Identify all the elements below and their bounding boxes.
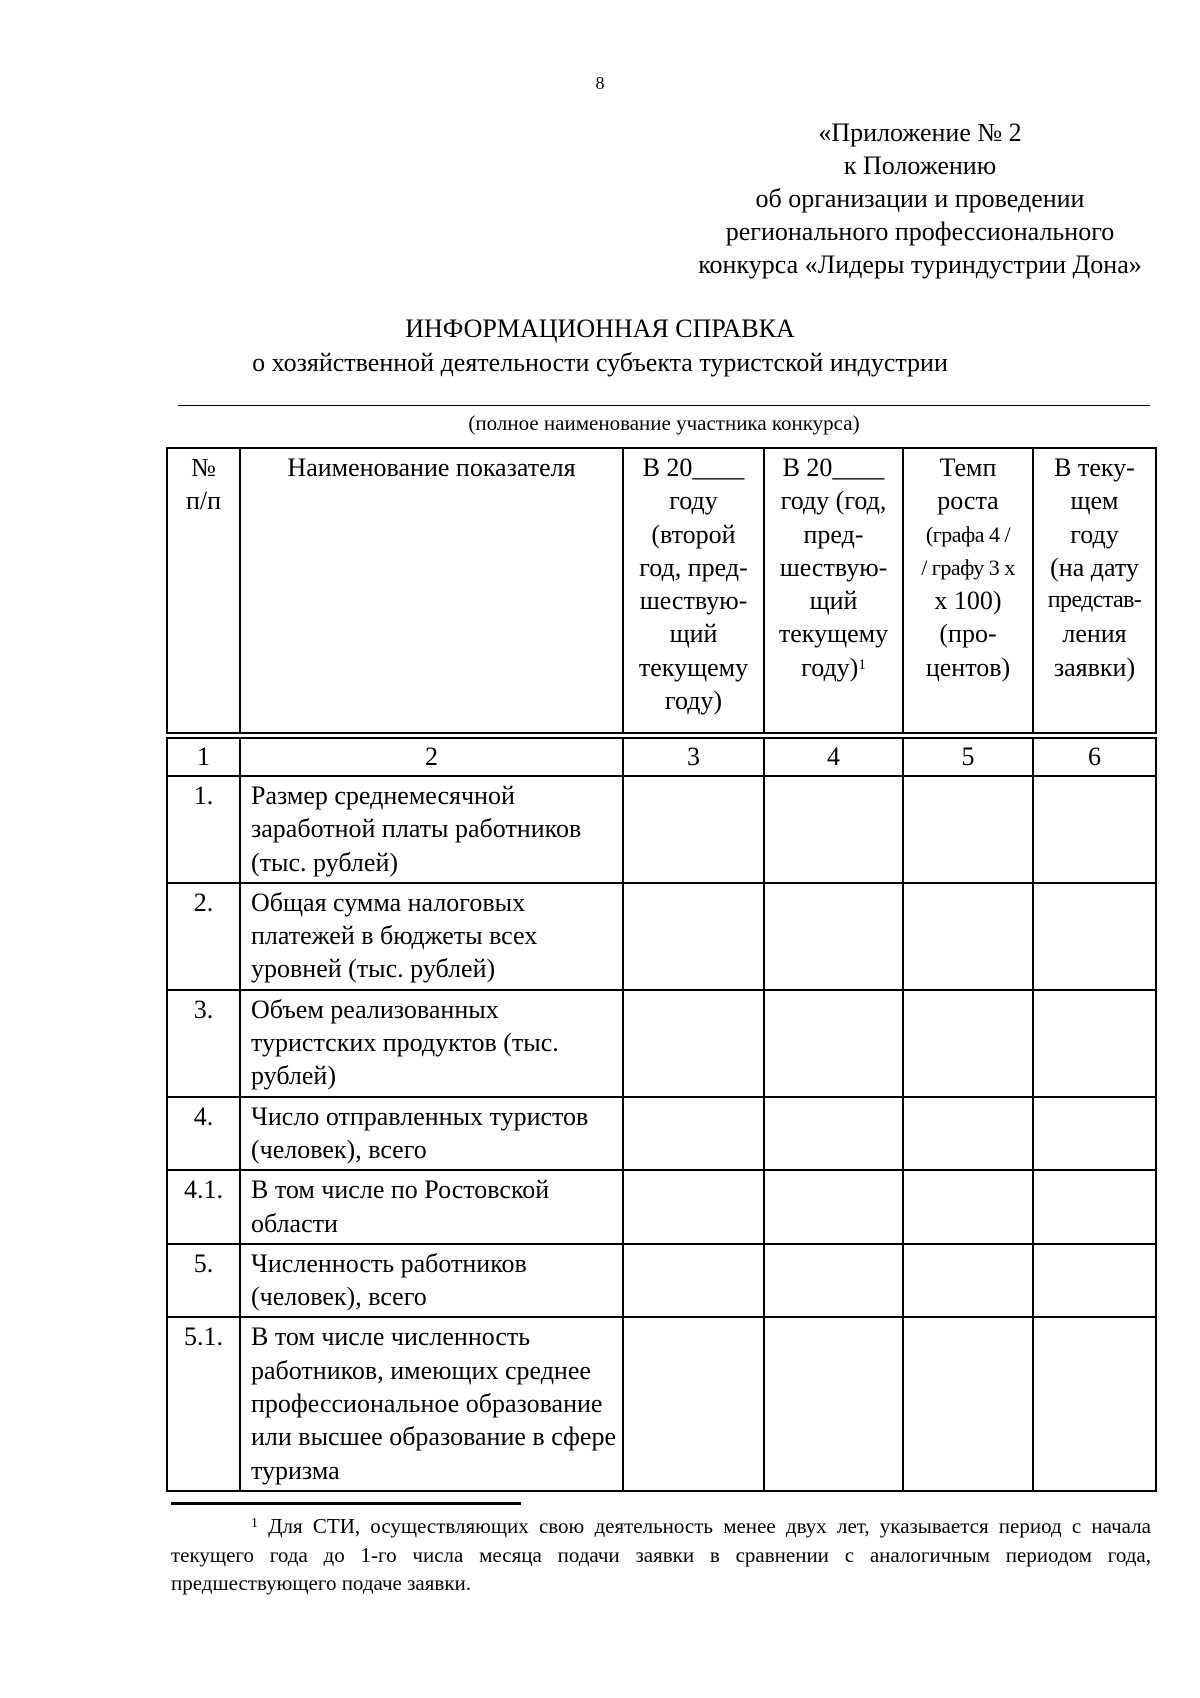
value-cell[interactable]	[764, 883, 903, 990]
value-cell[interactable]	[1033, 883, 1156, 990]
footnote-separator	[171, 1502, 521, 1505]
header-col-second-year: В 20____ году (второй год, пред- шествую- щий текущему году)	[623, 448, 764, 733]
row-label: Число отправленных туристов (человек), всего	[240, 1097, 623, 1171]
document-title: ИНФОРМАЦИОННАЯ СПРАВКА	[405, 314, 795, 343]
appendix-line: об организации и проведении	[755, 184, 1085, 213]
value-cell[interactable]	[764, 990, 903, 1097]
row-label: Объем реализованных туристских продуктов (тыс. рублей)	[240, 990, 623, 1097]
value-cell[interactable]	[623, 1097, 764, 1171]
table-row	[167, 1317, 1156, 1490]
participant-name-line[interactable]	[178, 405, 1150, 406]
row-number: 4.1.	[167, 1170, 240, 1244]
document-subtitle: о хозяйственной деятельности субъекта туристской индустрии	[252, 348, 948, 377]
value-cell[interactable]	[903, 1317, 1033, 1490]
value-cell[interactable]	[764, 1244, 903, 1318]
table-row	[167, 1170, 1156, 1244]
appendix-block	[640, 116, 1200, 281]
column-number: 1	[167, 738, 240, 776]
row-number: 5.	[167, 1244, 240, 1318]
footnote-reference[interactable]: 1	[858, 656, 866, 673]
header-col-growth-rate: Темп роста (графа 4 / / графу 3 х х 100) (про- центов)	[903, 448, 1033, 733]
header-col-previous-year: В 20____ году (год, пред- шествую- щий текущему году)$^1$	[764, 448, 903, 733]
header-col-current-year: В теку- щем году (на дату представ- ления заявки)	[1033, 448, 1156, 733]
value-cell[interactable]	[903, 883, 1033, 990]
column-number-row	[167, 738, 1156, 776]
footnote-mark: 1	[251, 1516, 258, 1531]
row-number: 2.	[167, 883, 240, 990]
value-cell[interactable]	[764, 1097, 903, 1171]
row-label: Численность работников (человек), всего	[240, 1244, 623, 1318]
row-label: В том числе численность работников, имеющих среднее профессиональное образование или высшее образование в сфере туризма	[240, 1317, 623, 1490]
value-cell[interactable]	[903, 776, 1033, 883]
page-number: 8	[595, 73, 605, 93]
column-number: 4	[764, 738, 903, 776]
value-cell[interactable]	[764, 776, 903, 883]
appendix-line: конкурса «Лидеры туриндустрии Дона»	[698, 250, 1142, 279]
column-number: 3	[623, 738, 764, 776]
row-label: В том числе по Ростовской области	[240, 1170, 623, 1244]
value-cell[interactable]	[1033, 1244, 1156, 1318]
header-col-number: № п/п	[167, 448, 240, 733]
appendix-line: к Положению	[843, 151, 997, 180]
value-cell[interactable]	[1033, 990, 1156, 1097]
row-label: Общая сумма налоговых платежей в бюджеты всех уровней (тыс. рублей)	[240, 883, 623, 990]
value-cell[interactable]	[903, 1170, 1033, 1244]
table-row	[167, 776, 1156, 883]
row-number: 4.	[167, 1097, 240, 1171]
row-number: 1.	[167, 776, 240, 883]
appendix-line: регионального профессионального	[725, 217, 1115, 246]
appendix-line: «Приложение № 2	[818, 118, 1022, 147]
value-cell[interactable]	[623, 883, 764, 990]
table-header-row	[167, 448, 1156, 733]
table-row	[167, 883, 1156, 990]
value-cell[interactable]	[623, 1317, 764, 1490]
value-cell[interactable]	[1033, 1317, 1156, 1490]
value-cell[interactable]	[903, 1244, 1033, 1318]
value-cell[interactable]	[764, 1170, 903, 1244]
indicators-table	[166, 447, 1157, 1492]
value-cell[interactable]	[1033, 1170, 1156, 1244]
value-cell[interactable]	[623, 990, 764, 1097]
row-number: 5.1.	[167, 1317, 240, 1490]
footnote-text: Для СТИ, осуществляющих свою деятельность менее двух лет, указывается период с начала текущего года до 1-го числа месяца подачи заявки в сравнении с аналогичным периодом года, предшествующего подаче заявки.	[171, 1514, 1151, 1595]
value-cell[interactable]	[623, 776, 764, 883]
table-row	[167, 1097, 1156, 1171]
row-label: Размер среднемесячной заработной платы работников (тыс. рублей)	[240, 776, 623, 883]
column-number: 6	[1033, 738, 1156, 776]
table-row	[167, 1244, 1156, 1318]
table-row	[167, 990, 1156, 1097]
value-cell[interactable]	[623, 1170, 764, 1244]
header-col-indicator: Наименование показателя	[240, 448, 623, 733]
footnote	[171, 1512, 1151, 1598]
column-number: 2	[240, 738, 623, 776]
value-cell[interactable]	[1033, 776, 1156, 883]
value-cell[interactable]	[1033, 1097, 1156, 1171]
value-cell[interactable]	[623, 1244, 764, 1318]
column-number: 5	[903, 738, 1033, 776]
value-cell[interactable]	[903, 990, 1033, 1097]
value-cell[interactable]	[903, 1097, 1033, 1171]
value-cell[interactable]	[764, 1317, 903, 1490]
row-number: 3.	[167, 990, 240, 1097]
participant-name-caption: (полное наименование участника конкурса)	[468, 411, 860, 435]
